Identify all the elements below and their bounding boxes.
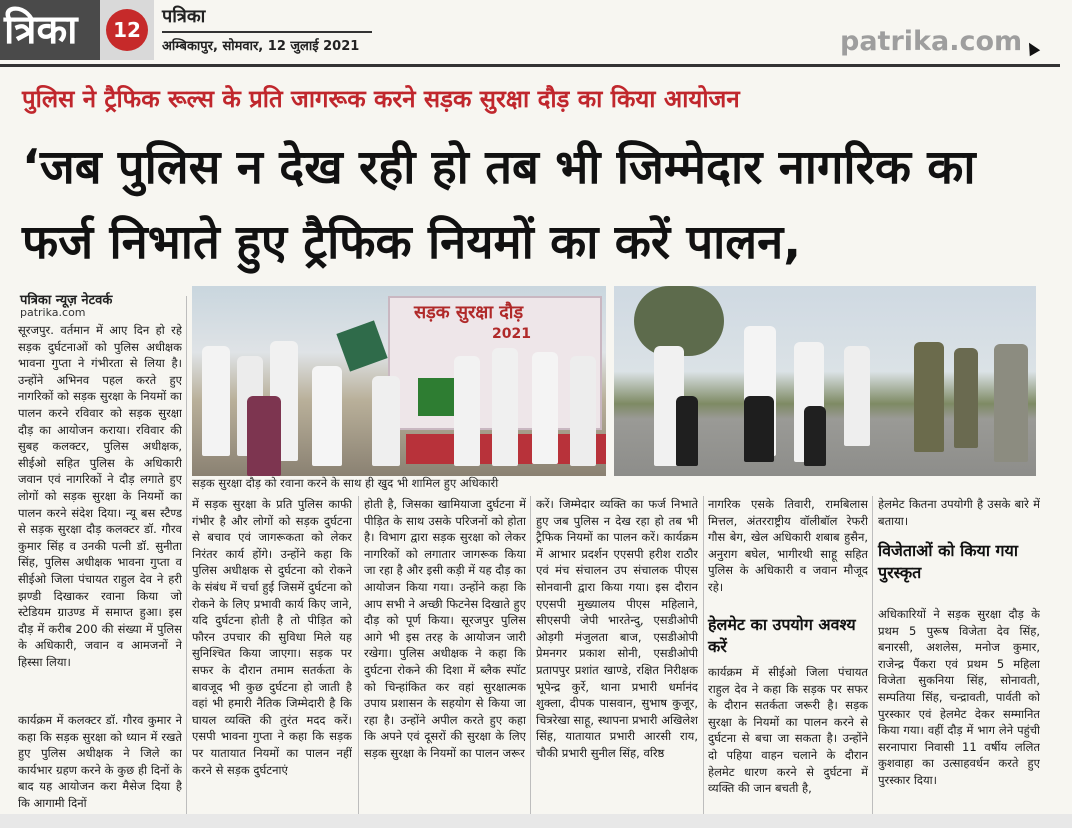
dateline: अम्बिकापुर, सोमवार, 12 जुलाई 2021 — [162, 39, 360, 54]
subhead-winners: विजेताओं को किया गया पुरस्कृत — [878, 541, 1018, 582]
body-column-6b: अधिकारियों ने सड़क सुरक्षा दौड़ के प्रथम 5 पुरूष विजेता देव सिंह, बनारसी, अशलेस, मनोज कुमार, राजेन्द्र पैंकरा एवं प्रथम 5 महिला विजेता सुकनिया सिंह, सोनावती, सम्पतिया सिंह, चन्द्रावती, पार्वती को पुरस्कार एवं हेलमेट देकर सम्मानित किया गया। वहीं दौड़ में भाग लेने पहुंची सरनापारा निवासी 11 वर्षीय ललित कुशवाहा का उत्साहवर्धन करते हुए पुरस्कार दिया। — [878, 607, 1040, 787]
body-column-6a: हेलमेट कितना उपयोगी है उसके बारे में बताया। — [878, 497, 1040, 528]
masthead-rule — [162, 31, 372, 33]
mouse-cursor-icon — [1024, 40, 1040, 56]
body-column-5b: कार्यक्रम में सीईओ जिला पंचायत राहुल देव ने कहा कि सड़क पर सफर के दौरान सतर्कता जरूरी है। सड़क सुरक्षा के नियमों का पालन करने से दुर्घटना से बचा जा सकता है। उन्होंने दो पहिया वाहन चलाने के दौरान हेलमेट धारण करने से दुर्घटना में व्यक्ति की जान बचती है, — [708, 665, 868, 796]
column-rule — [530, 496, 531, 814]
body-column-3: होती है, जिसका खामियाजा दुर्घटना में पीड़ित के साथ उसके परिजनों को होता है। विभाग द्वारा सड़क सुरक्षा को लेकर नागरिकों को लगातार जागरूक किया जा रहा है और इसी कड़ी में यह दौड़ का आयोजन किया गया। उन्होंने कहा कि आप सभी ने अच्छी फिटनेस दिखाते हुए दौड़ को पूर्ण किया। सूरजपुर पुलिस आगे भी इस तरह के आयोजन जारी रखेगा। पुलिस अधीक्षक ने कहा कि दुर्घटना रोकने की दिशा में ब्लैक स्पॉट को चिन्हांकित कर वहां सुरक्षात्मक उपाय प्रशासन के सहयोग से किया जा रहा है। उन्होंने अपील करते हुए कहा कि अपने एवं दूसरों की सुरक्षा के लिए सड़क सुरक्षा के नियमों का पालन जरूर — [364, 497, 526, 760]
photo-caption: सड़क सुरक्षा दौड़ को रवाना करने के साथ ही खुद भी शामिल हुए अधिकारी — [192, 476, 499, 490]
bottom-strip — [0, 814, 1072, 828]
body-column-5a: नागरिक एसके तिवारी, रामबिलास मित्तल, अंतरराष्ट्रीय वॉलीबॉल रेफरी गौस बेग, खेल अधिकारी शबाब हुसैन, अनुराग बघेल, भागीरथी साहू सहित पुलिस के अधिकारी व जवान मौजूद रहे। — [708, 497, 868, 594]
photo-flag-off — [192, 286, 606, 476]
body-column-1: सूरजपुर. वर्तमान में आए दिन हो रहे सड़क दुर्घटनाओं को पुलिस अधीक्षक भावना गुप्ता ने गंभीरता से लिया है। उन्होंने अभिनव पहल करते हुए नागरिकों को सड़क सुरक्षा के नियमों का पालन करने रविवार को सड़क सुरक्षा दौड़ का आयोजन कराया। रविवार की सुबह कलक्टर, पुलिस अधीक्षक, सीईओ सहित पुलिस के अधिकारी जवान एवं नागरिकों ने दौड़ लगाते हुए लोगों को सड़क सुरक्षा के नियमों का पालन करने संदेश दिया। न्यू बस स्टैण्ड से सड़क सुरक्षा दौड़ कलक्टर डॉ. गौरव कुमार सिंह व उनकी पत्नी डॉ. सुनीता सिंह, पुलिस अधीक्षक भावना गुप्ता व सीईओ जिला पंचायत राहुल देव ने हरी झण्डी दिखाकर रवाना किया जो स्टेडियम ग्राउण्ड में समाप्त हुआ। इस दौड़ में करीब 200 की संख्या में पुलिस के अधिकारी, जवान व आमजनों ने हिस्सा लिया। — [18, 323, 182, 669]
section-label: त्रिका — [0, 0, 100, 60]
column-rule — [703, 496, 704, 814]
top-divider — [0, 64, 1060, 67]
byline: पत्रिका न्यूज़ नेटवर्क — [20, 293, 113, 308]
body-column-2: में सड़क सुरक्षा के प्रति पुलिस काफी गंभीर है और लोगों को सड़क दुर्घटना से बचाव एवं जागरूकता को लेकर निरंतर कार्य होंगे। उन्होंने कहा कि पुलिस अधीक्षक से दुर्घटना को रोकने के संबंध में चर्चा हुई जिसमें दुर्घटना को रोकने के लिए प्रभावी कार्य किए जाने, यदि दुर्घटना होती है तो पीड़ित को फौरन उपचार की सुविधा मिले यह सुनिश्चित किया जाएगा। सड़क पर सफर के दौरान तमाम सतर्कता के बावजूद भी कुछ दुर्घटना हो जाती है वहां भी हमारी नैतिक जिम्मेदारी है कि घायल व्यक्ति की तुरंत मदद करें। एसपी भावना गुप्ता ने कहा कि सड़क पर यातायात नियमों का पालन नहीं करने से सड़क दुर्घटनाएं — [192, 497, 352, 777]
photo-run — [614, 286, 1036, 476]
main-headline: ‘जब पुलिस न देख रही हो तब भी जिम्मेदार नागरिक का फर्ज निभाते हुए ट्रैफिक नियमों का करें पालन, — [22, 140, 976, 270]
kicker-headline: पुलिस ने ट्रैफिक रूल्स के प्रति जागरूक करने सड़क सुरक्षा दौड़ का किया आयोजन — [22, 85, 740, 113]
publication-name: पत्रिका — [162, 6, 206, 27]
body-column-4: करें। जिम्मेदार व्यक्ति का फर्ज निभाते हुए जब पुलिस न देख रहा हो तब भी ट्रैफिक नियमों का पालन करें। कार्यक्रम में आभार प्रदर्शन एएसपी हरीश राठौर एवं मंच संचालन उप संचालक पीएस सोनवानी द्वारा किया गया। इस दौरान एएसपी मुख्यालय पीएस महिलाने, सीएसपी जेपी भारतेन्दु, एसडीओपी ओड़गी मंजुलता बाज, एसडीओपी प्रेमनगर प्रकाश सोनी, एसडीओपी प्रतापपुर प्रशांत खाण्डे, रक्षित निरीक्षक भूपेन्द्र कुर्रे, थाना प्रभारी धर्मानंद शुक्ला, दीपक पासवान, सुभाष कुजूर, चित्ररेखा साहू, स्थापना प्रभारी अखिलेश सिंह, यातायात प्रभारी आरसी राय, चौकी प्रभारी सुनील सिंह, वरिष्ठ — [536, 497, 698, 760]
column-rule — [872, 496, 873, 814]
photo-banner-year: 2021 — [492, 326, 531, 342]
website-logo: patrika.com — [840, 26, 1023, 57]
byline-website: patrika.com — [20, 306, 86, 319]
photo-banner-text: सड़क सुरक्षा दौड़ — [414, 302, 524, 323]
column-rule — [358, 496, 359, 814]
column-rule — [186, 296, 187, 814]
body-column-1b: कार्यक्रम में कलक्टर डॉ. गौरव कुमार ने कहा कि सड़क सुरक्षा को ध्यान में रखते हुए पुलिस अधीक्षक ने जिले का कार्यभार ग्रहण करने के कुछ ही दिनों के बाद यह आयोजन करा मैसेज दिया है कि आगामी दिनों — [18, 713, 182, 810]
page-number: 12 — [106, 9, 148, 51]
subhead-helmet: हेलमेट का उपयोग अवश्य करें — [708, 615, 856, 656]
